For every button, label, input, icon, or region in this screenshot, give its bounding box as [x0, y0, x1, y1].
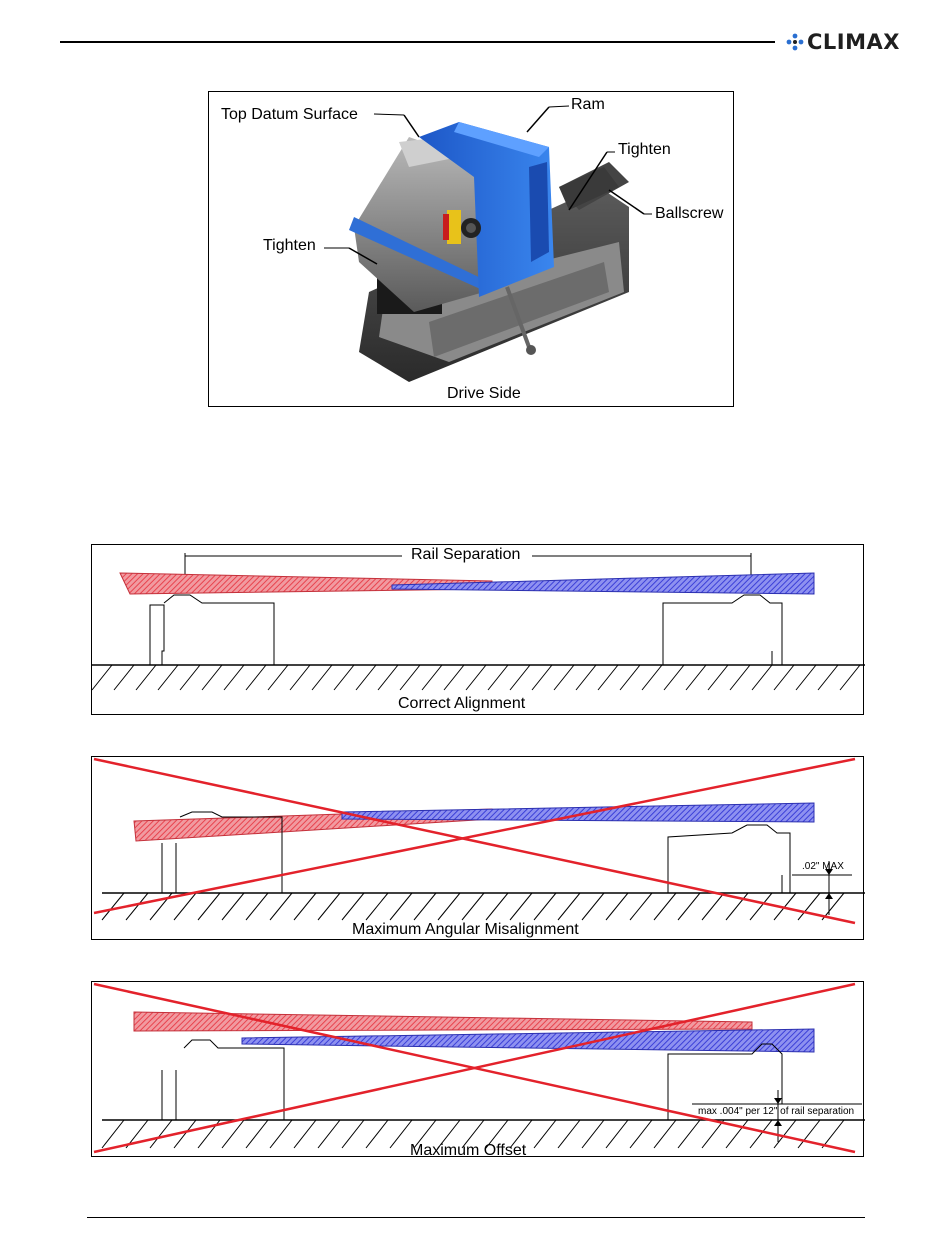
label-tighten-right: Tighten: [618, 141, 671, 158]
correct-alignment-caption: Correct Alignment: [398, 695, 526, 712]
footer-rule: [87, 1217, 865, 1218]
header-rule: [60, 41, 775, 43]
cross-out-line-1: [94, 759, 855, 923]
label-top-datum-surface: Top Datum Surface: [221, 106, 358, 123]
climax-gear-icon: [786, 33, 804, 51]
correct-alignment-diagram: [91, 544, 864, 715]
offset-max-note: max .004" per 12" of rail separation: [698, 1106, 855, 1117]
machine-figure: [208, 91, 734, 407]
maximum-offset-diagram: [91, 981, 864, 1157]
maximum-offset-caption: Maximum Offset: [410, 1142, 527, 1159]
angular-misalignment-caption: Maximum Angular Misalignment: [352, 921, 579, 938]
angular-max-note: .02" MAX: [802, 861, 844, 872]
logo-text: CLIMAX: [807, 30, 900, 54]
rail-separation-label: Rail Separation: [408, 546, 523, 564]
angular-misalignment-drawing: [92, 757, 865, 941]
correct-alignment-drawing: [92, 545, 865, 716]
climax-logo: [786, 30, 900, 54]
label-ballscrew: Ballscrew: [655, 205, 724, 222]
maximum-offset-drawing: [92, 982, 865, 1158]
label-ram: Ram: [571, 96, 605, 113]
angular-misalignment-diagram: [91, 756, 864, 940]
ground-hatch: [92, 665, 860, 690]
label-tighten-left: Tighten: [263, 237, 316, 254]
figure-caption: Drive Side: [447, 385, 521, 402]
